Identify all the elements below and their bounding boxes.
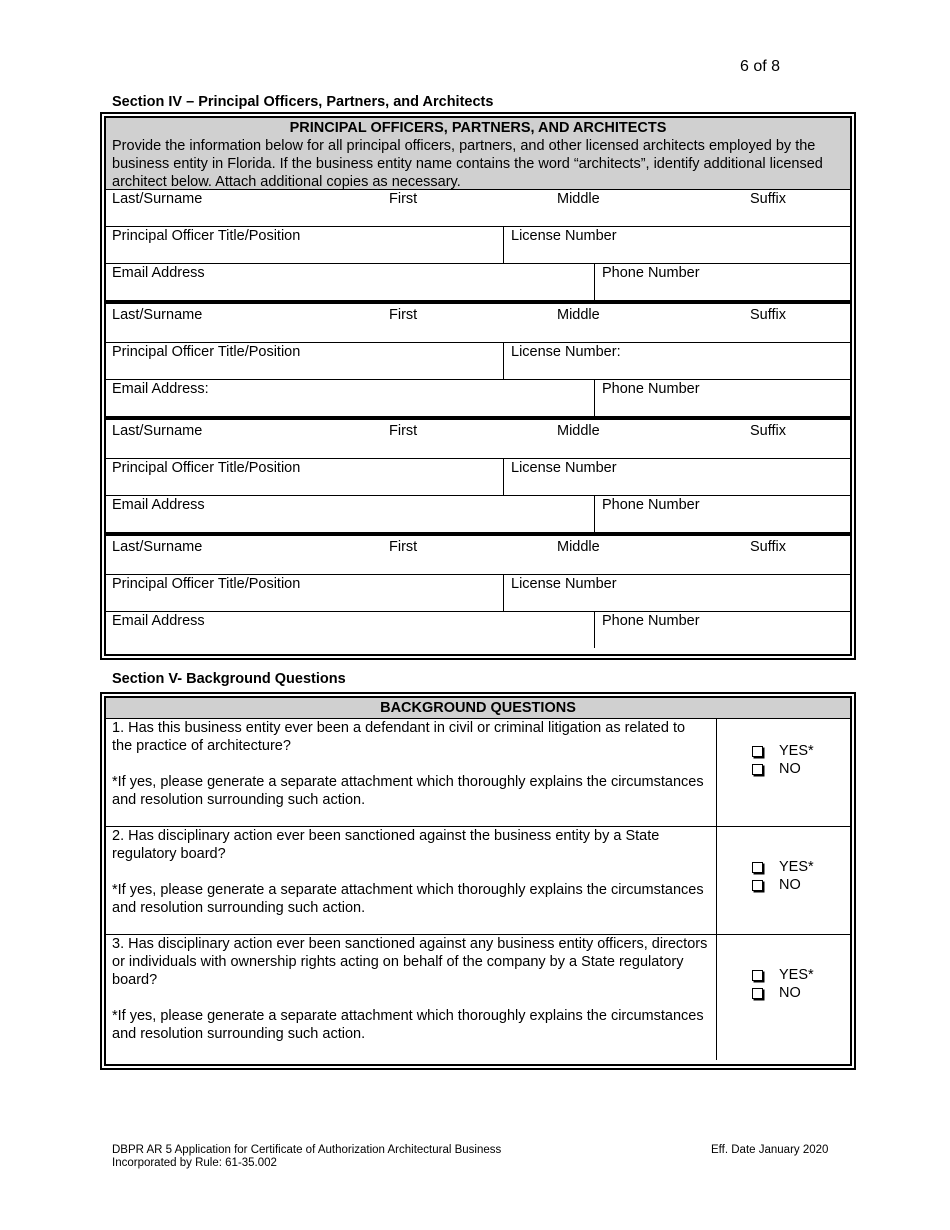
- officer-entry-3: [106, 422, 850, 530]
- question-text: [112, 935, 708, 1043]
- first-name-label: First: [389, 423, 418, 439]
- officer-entry-2: [106, 306, 850, 414]
- checkbox-icon[interactable]: [752, 880, 763, 891]
- license-label: License Number: [511, 576, 617, 592]
- question-2-note: *If yes, please generate a separate attachment which thoroughly explains the circumstances and resolution surrounding such action.: [112, 882, 704, 916]
- phone-field[interactable]: [595, 380, 850, 416]
- footer-form-info: [112, 1144, 501, 1170]
- email-field[interactable]: [106, 380, 594, 416]
- principal-officers-header: [106, 118, 850, 190]
- question-1-text: 1. Has this business entity ever been a defendant in civil or criminal litigation as related to the practice of architecture?: [112, 720, 686, 754]
- question-3-note: *If yes, please generate a separate attachment which thoroughly explains the circumstances and resolution surrounding such action.: [112, 1008, 704, 1042]
- phone-field[interactable]: [595, 496, 850, 532]
- background-question-1: [106, 719, 850, 827]
- first-name-label: First: [389, 191, 418, 207]
- license-label: License Number:: [511, 344, 621, 360]
- license-label: License Number: [511, 460, 617, 476]
- question-1-note: *If yes, please generate a separate attachment which thoroughly explains the circumstances and resolution surrounding such action.: [112, 774, 704, 808]
- title-license-row: [106, 575, 850, 612]
- checkbox-icon[interactable]: [752, 746, 763, 757]
- email-field[interactable]: [106, 496, 594, 532]
- title-license-row: [106, 227, 850, 264]
- principal-officers-instructions: Provide the information below for all principal officers, partners, and other licensed architects employed by the business entity in Florida. If the business entity name contains the word “architects”, identify additional licensed architect below. Attach additional copies as necessary.: [112, 138, 823, 190]
- divider: [716, 935, 717, 1060]
- phone-field[interactable]: [595, 264, 850, 300]
- principal-officers-title: PRINCIPAL OFFICERS, PARTNERS, AND ARCHITECTS: [289, 120, 667, 136]
- license-label: License Number: [511, 228, 617, 244]
- checkbox-icon[interactable]: [752, 862, 763, 873]
- title-label: Principal Officer Title/Position: [112, 576, 301, 592]
- middle-name-label: Middle: [557, 307, 600, 323]
- last-name-label: Last/Surname: [112, 191, 203, 207]
- yes-label: YES*: [779, 743, 814, 759]
- section-v-heading: Section V- Background Questions: [112, 671, 346, 687]
- email-phone-row: [106, 496, 850, 536]
- phone-label: Phone Number: [602, 265, 700, 281]
- yes-option[interactable]: [752, 742, 814, 760]
- phone-field[interactable]: [595, 612, 850, 648]
- question-1-options: [752, 742, 814, 778]
- background-questions-title: BACKGROUND QUESTIONS: [106, 698, 850, 719]
- question-text: [112, 719, 708, 809]
- footer-form-title: DBPR AR 5 Application for Certificate of Authorization Architectural Business: [112, 1144, 502, 1156]
- officer-entry-1: [106, 190, 850, 298]
- background-question-2: [106, 827, 850, 935]
- checkbox-icon[interactable]: [752, 764, 763, 775]
- email-phone-row: [106, 264, 850, 304]
- principal-officers-table: [100, 112, 856, 660]
- license-field[interactable]: [504, 459, 850, 495]
- title-label: Principal Officer Title/Position: [112, 460, 301, 476]
- email-phone-row: [106, 380, 850, 420]
- email-label: Email Address: [112, 613, 205, 629]
- suffix-label: Suffix: [750, 539, 787, 555]
- email-label: Email Address: [112, 497, 205, 513]
- last-name-label: Last/Surname: [112, 423, 203, 439]
- suffix-label: Suffix: [750, 423, 787, 439]
- email-label: Email Address: [112, 265, 205, 281]
- license-field[interactable]: [504, 575, 850, 611]
- name-row[interactable]: [106, 422, 850, 459]
- no-label: NO: [779, 877, 801, 893]
- footer-rule: Incorporated by Rule: 61-35.002: [112, 1157, 277, 1169]
- suffix-label: Suffix: [750, 307, 787, 323]
- email-field[interactable]: [106, 264, 594, 300]
- license-field[interactable]: [504, 227, 850, 263]
- no-option[interactable]: [752, 760, 814, 778]
- footer-effective-date: Eff. Date January 2020: [711, 1144, 829, 1156]
- email-phone-row: [106, 612, 850, 648]
- divider: [716, 827, 717, 934]
- yes-label: YES*: [779, 967, 814, 983]
- yes-option[interactable]: [752, 966, 814, 984]
- question-3-options: [752, 966, 814, 1002]
- name-row[interactable]: [106, 190, 850, 227]
- middle-name-label: Middle: [557, 191, 600, 207]
- email-field[interactable]: [106, 612, 594, 648]
- question-2-text: 2. Has disciplinary action ever been sanctioned against the business entity by a State regulatory board?: [112, 828, 660, 862]
- suffix-label: Suffix: [750, 191, 787, 207]
- title-field[interactable]: [106, 459, 503, 495]
- page-number: 6 of 8: [740, 58, 781, 75]
- question-text: [112, 827, 708, 917]
- phone-label: Phone Number: [602, 613, 700, 629]
- email-label: Email Address:: [112, 381, 209, 397]
- name-row[interactable]: [106, 538, 850, 575]
- middle-name-label: Middle: [557, 423, 600, 439]
- question-2-options: [752, 858, 814, 894]
- section-iv-heading: Section IV – Principal Officers, Partners, and Architects: [112, 94, 494, 110]
- first-name-label: First: [389, 307, 418, 323]
- question-3-text: 3. Has disciplinary action ever been sanctioned against any business entity officers, directors or individuals with ownership rights acting on behalf of the company by a State regulatory board?: [112, 936, 708, 988]
- title-field[interactable]: [106, 227, 503, 263]
- middle-name-label: Middle: [557, 539, 600, 555]
- title-license-row: [106, 343, 850, 380]
- license-field[interactable]: [504, 343, 850, 379]
- background-question-3: [106, 935, 850, 1060]
- no-label: NO: [779, 761, 801, 777]
- no-option[interactable]: [752, 984, 814, 1002]
- no-label: NO: [779, 985, 801, 1001]
- title-field[interactable]: [106, 343, 503, 379]
- officer-entry-4: [106, 538, 850, 646]
- checkbox-icon[interactable]: [752, 970, 763, 981]
- checkbox-icon[interactable]: [752, 988, 763, 999]
- title-field[interactable]: [106, 575, 503, 611]
- title-label: Principal Officer Title/Position: [112, 228, 301, 244]
- last-name-label: Last/Surname: [112, 539, 203, 555]
- phone-label: Phone Number: [602, 381, 700, 397]
- background-questions-table: [100, 692, 856, 1070]
- first-name-label: First: [389, 539, 418, 555]
- title-label: Principal Officer Title/Position: [112, 344, 301, 360]
- name-row[interactable]: [106, 306, 850, 343]
- phone-label: Phone Number: [602, 497, 700, 513]
- title-license-row: [106, 459, 850, 496]
- yes-option[interactable]: [752, 858, 814, 876]
- divider: [716, 719, 717, 826]
- yes-label: YES*: [779, 859, 814, 875]
- last-name-label: Last/Surname: [112, 307, 203, 323]
- no-option[interactable]: [752, 876, 814, 894]
